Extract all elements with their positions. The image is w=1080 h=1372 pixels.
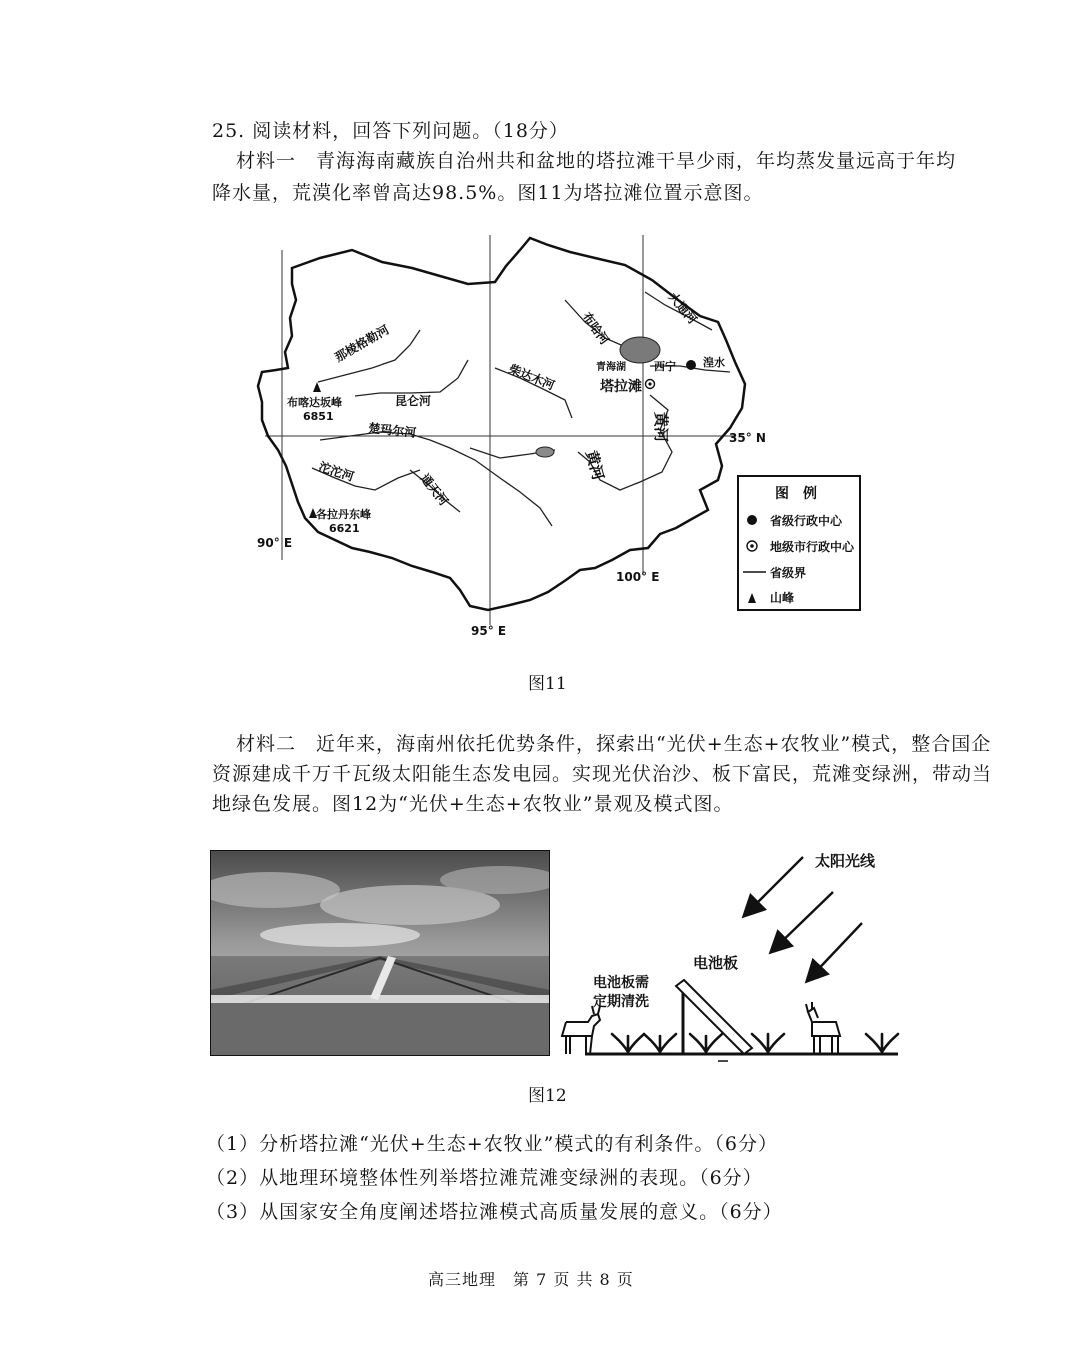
legend-title: 图 例 xyxy=(775,486,817,502)
label-tongtian-river: 通天河 xyxy=(417,471,451,509)
label-lon-90: 90° E xyxy=(257,536,293,550)
label-peak2-name: 各拉丹东峰 xyxy=(316,508,371,521)
label-buha-river: 布哈河 xyxy=(579,309,612,348)
figure12-diagram xyxy=(555,840,905,1070)
label-xining: 西宁 xyxy=(654,360,676,373)
figure11-map xyxy=(250,230,880,650)
question-header: 25. 阅读材料，回答下列问题。（18分） xyxy=(212,120,569,142)
label-peak1-height: 6851 xyxy=(303,410,334,423)
label-lon-95: 95° E xyxy=(471,624,507,638)
plant-icons xyxy=(612,1034,898,1052)
label-lon-100: 100° E xyxy=(616,570,660,584)
label-tala: 塔拉滩 xyxy=(600,379,642,395)
material2-line2: 资源建成千万千瓦级太阳能生态发电园。实现光伏治沙、板下富民，荒滩变绿洲，带动当 xyxy=(212,763,993,785)
sunlight-arrow xyxy=(745,857,803,915)
label-yellow-river-top: 黄河 xyxy=(652,412,670,443)
material1-line2: 降水量，荒漠化率曾高达98.5%。图11为塔拉滩位置示意图。 xyxy=(212,182,764,204)
label-yellow-river-bottom: 黄河 xyxy=(582,448,608,483)
figure12-photo xyxy=(210,850,550,1056)
label-huang-river: 湟水 xyxy=(703,356,725,369)
legend-item-peak: 山峰 xyxy=(770,591,795,605)
label-qinghai-lake: 青海湖 xyxy=(596,362,626,373)
legend-item-boundary: 省级界 xyxy=(770,566,807,580)
label-tuotuo-river: 沱沱河 xyxy=(317,459,356,484)
lake-icon xyxy=(536,447,554,457)
legend-item-capital: 省级行政中心 xyxy=(770,514,843,528)
label-sunlight: 太阳光线 xyxy=(815,852,876,870)
page-footer: 高三地理 第 7 页 共 8 页 xyxy=(428,1270,634,1289)
goat-icon xyxy=(562,1006,600,1054)
sunlight-arrow xyxy=(772,892,833,951)
goat-icon xyxy=(806,1002,840,1054)
label-naling-river: 那棱格勒河 xyxy=(332,322,392,365)
legend-item-city: 地级市行政中心 xyxy=(770,540,855,554)
label-chumar-river: 楚玛尔河 xyxy=(367,421,417,441)
label-peak1-name: 布喀达坂峰 xyxy=(287,396,342,409)
subquestion-1: （1）分析塔拉滩“光伏+生态+农牧业”模式的有利条件。（6分） xyxy=(206,1133,778,1155)
legend-capital-icon xyxy=(747,515,757,525)
label-lat-35: 35° N xyxy=(729,431,766,445)
sunlight-arrow xyxy=(808,923,862,980)
label-chaidamu-river: 柴达木河 xyxy=(506,361,557,393)
label-clean-line2: 定期清洗 xyxy=(593,994,649,1010)
xining-capital-icon xyxy=(686,360,696,370)
label-datong-river: 大通河 xyxy=(665,289,700,327)
label-kunlun-river: 昆仑河 xyxy=(395,394,432,408)
label-peak2-height: 6621 xyxy=(329,522,360,535)
material1-line1: 材料一 青海海南藏族自治州共和盆地的塔拉滩干旱少雨，年均蒸发量远高于年均 xyxy=(236,150,957,172)
subquestion-2: （2）从地理环境整体性列举塔拉滩荒滩变绿洲的表现。（6分） xyxy=(206,1167,763,1189)
material2-line1: 材料二 近年来，海南州依托优势条件，探索出“光伏+生态+农牧业”模式，整合国企 xyxy=(236,733,992,755)
label-panel: 电池板 xyxy=(693,954,739,972)
figure12-caption: 图12 xyxy=(528,1086,567,1106)
subquestion-3: （3）从国家安全角度阐述塔拉滩模式高质量发展的意义。（6分） xyxy=(206,1201,783,1223)
label-clean-line1: 电池板需 xyxy=(593,975,649,991)
material2-line3: 地绿色发展。图12为“光伏+生态+农牧业”景观及模式图。 xyxy=(212,793,734,815)
peak-icon xyxy=(313,382,321,392)
figure11-caption: 图11 xyxy=(528,674,567,694)
map-legend xyxy=(738,476,860,610)
